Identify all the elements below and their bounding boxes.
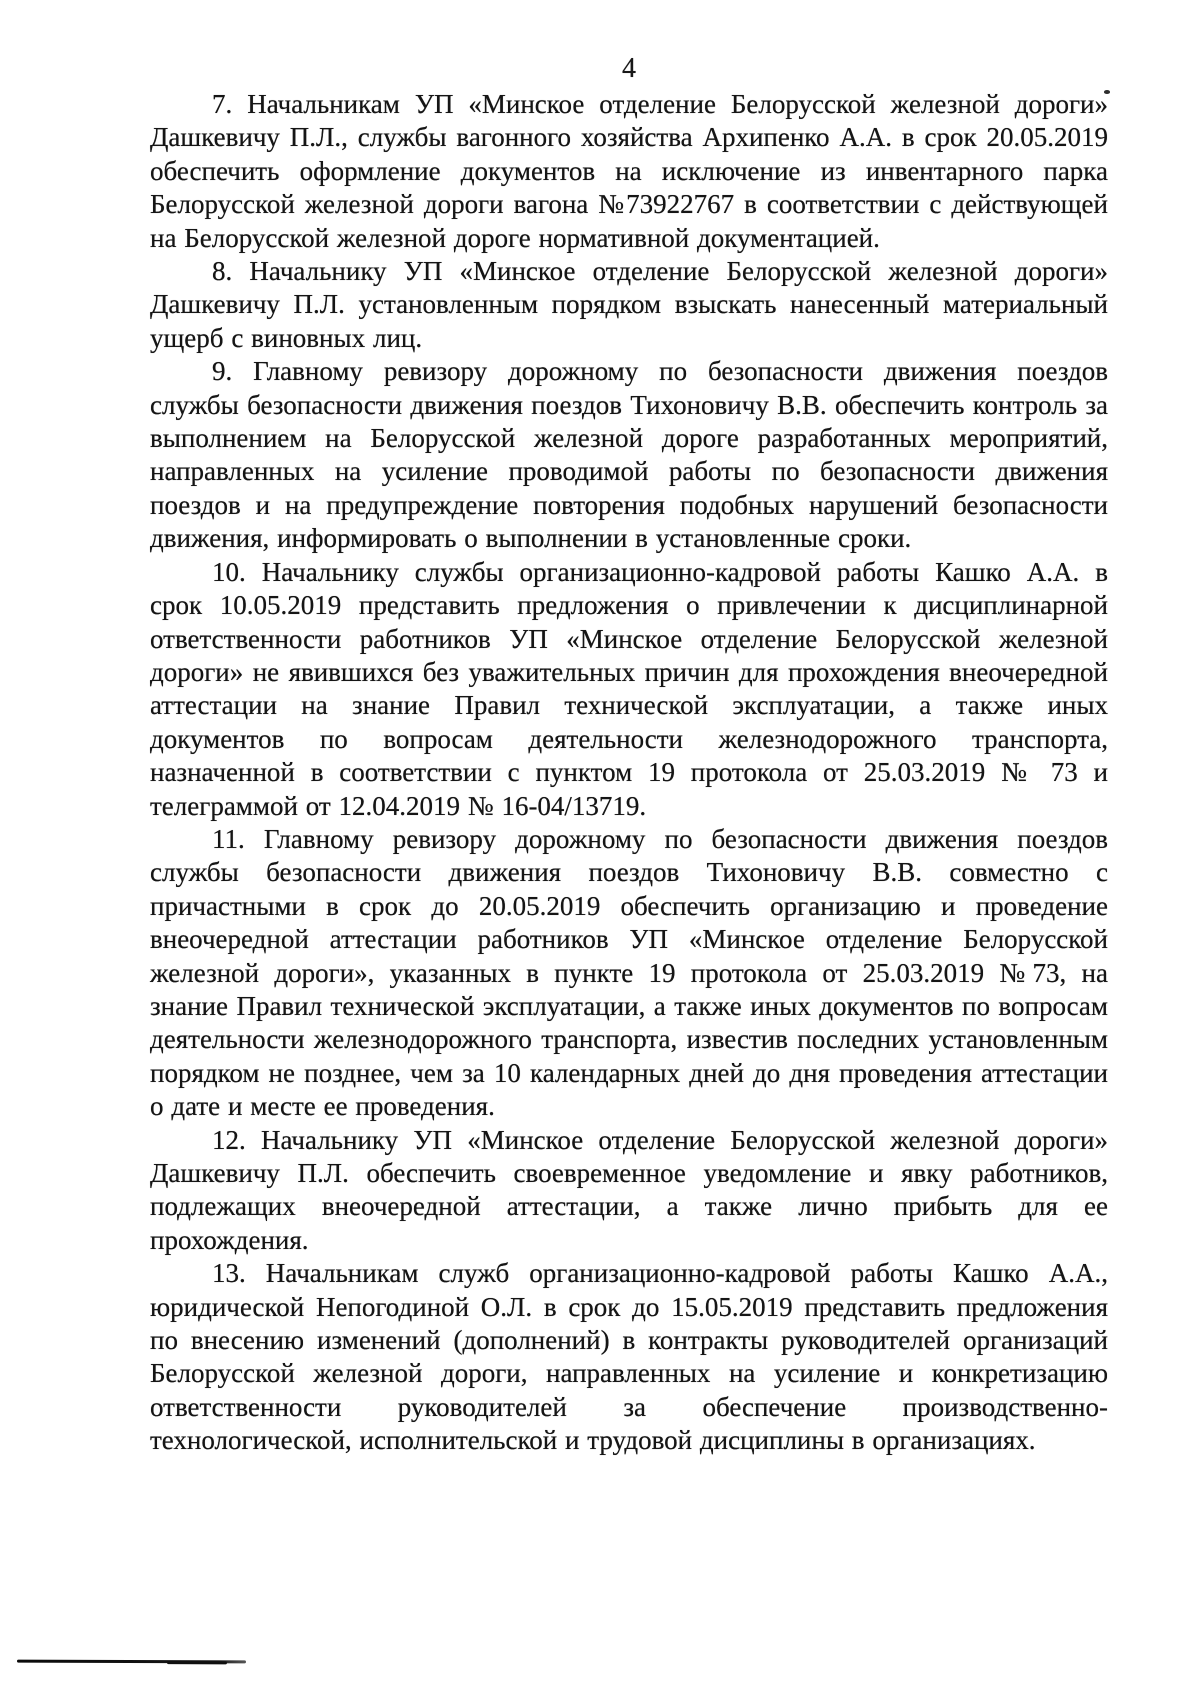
scan-line-artifact: [17, 1660, 246, 1664]
document-text: [150, 88, 1108, 1458]
paragraph-10: 10. Начальнику службы организационно-кадровой работы Кашко А.А. в срок 10.05.2019 представить предложения о привлечении к дисциплинарной ответственности работников УП «Минское отделение Белорусской железной дороги» не явившихся без уважительных причин для прохождения внеочередной аттестации на знание Правил технической эксплуатации, а также иных документов по вопросам деятельности железнодорожного транспорта, назначенной в соответствии с пунктом 19 протокола от 25.03.2019 № 73 и телеграммой от 12.04.2019 № 16-04/13719.: [150, 556, 1108, 821]
paragraph-9: 9. Главному ревизору дорожному по безопасности движения поездов службы безопасности движения поездов Тихоновичу В.В. обеспечить контроль за выполнением на Белорусской железной дороге разработанных мероприятий, направленных на усиление проводимой работы по безопасности движения поездов и на предупреждение повторения подобных нарушений безопасности движения, информировать о выполнении в установленные сроки.: [150, 356, 1108, 554]
page-number: 4: [622, 53, 636, 84]
paragraph-13: 13. Начальникам служб организационно-кадровой работы Кашко А.А., юридической Непогодиной О.Л. в срок до 15.05.2019 представить предложения по внесению изменений (дополнений) в контракты руководителей организаций Белорусской железной дороги, направленных на усиление и конкретизацию ответственности руководителей за обеспечение производственно-технологической, исполнительской и трудовой дисциплины в организациях.: [150, 1258, 1108, 1456]
paragraph-12: 12. Начальнику УП «Минское отделение Белорусской железной дороги» Дашкевичу П.Л. обеспечить своевременное уведомление и явку работников, подлежащих внеочередной аттестации, а также лично прибыть для ее прохождения.: [150, 1124, 1108, 1255]
paragraph-7: 7. Начальникам УП «Минское отделение Белорусской железной дороги» Дашкевичу П.Л., службы вагонного хозяйства Архипенко А.А. в срок 20.05.2019 обеспечить оформление документов на исключение из инвентарного парка Белорусской железной дороги вагона №73922767 в соответствии с действующей на Белорусской железной дороге нормативной документацией.: [150, 89, 1108, 253]
paragraph-11: 11. Главному ревизору дорожному по безопасности движения поездов службы безопасности движения поездов Тихоновичу В.В. совместно с причастными в срок до 20.05.2019 обеспечить организацию и проведение внеочередной аттестации работников УП «Минское отделение Белорусской железной дороги», указанных в пункте 19 протокола от 25.03.2019 №73, на знание Правил технической эксплуатации, а также иных документов по вопросам деятельности железнодорожного транспорта, известив последних установленным порядком не позднее, чем за 10 календарных дней до дня проведения аттестации о дате и месте ее проведения.: [150, 823, 1108, 1122]
paragraph-8: 8. Начальнику УП «Минское отделение Белорусской железной дороги» Дашкевичу П.Л. установленным порядком взыскать нанесенный материальный ущерб с виновных лиц.: [150, 256, 1108, 353]
